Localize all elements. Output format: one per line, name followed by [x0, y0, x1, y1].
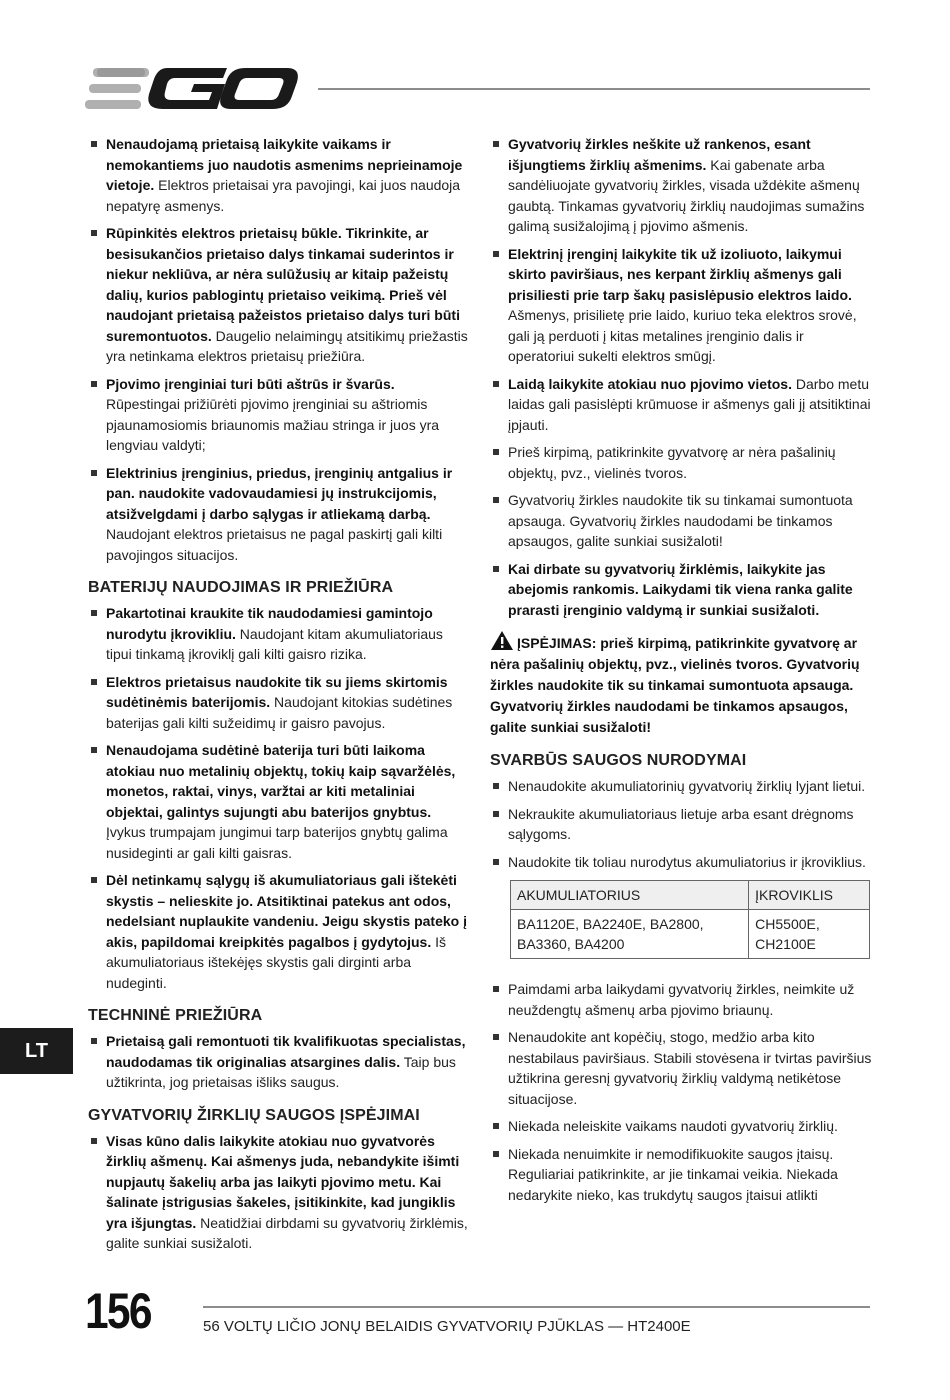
left-column — [88, 134, 468, 1261]
list-item: Niekada nenuimkite ir nemodifikuokite saugos įtaisų. Reguliariai patikrinkite, ar jie tinkamai veikia. Niekada nedarykite nieko, kas trukdytų saugos įtaisui atlikti — [490, 1144, 872, 1206]
table-header-cell: AKUMULIATORIUS — [511, 881, 749, 910]
list-item: Laidą laikykite atokiau nuo pjovimo vietos. Darbo metu laidas gali pasislėpti krūmuose ir ašmenys gali jį atsitiktinai įpjauti. — [490, 374, 872, 436]
list-item: Nenaudojamą prietaisą laikykite vaikams ir nemokantiems juo naudotis asmenims neprieinamoje vietoje. Elektros prietaisai yra pavojingi, kai juos naudoja nepatyrę asmenys. — [88, 134, 468, 216]
list-item: Pjovimo įrenginiai turi būti aštrūs ir švarūs. Rūpestingai prižiūrėti pjovimo įrenginiai su aštriomis pjaunamosiomis briaunomis mažiau stringa ir juos yra lengviau valdyti; — [88, 374, 468, 456]
list-item: Visas kūno dalis laikykite atokiau nuo gyvatvorės žirklių ašmenų. Kai ašmenys juda, nebandykite išimti nupjautų šakelių arba jas laikyti pjovimo metu. Kai šalinate įstrigusias šakeles, įsitikinkite, kad jungiklis yra išjungtas. Neatidžiai dirbdami su gyvatvorių žirklėmis, galite sunkiai susižaloti. — [88, 1131, 468, 1254]
battery-charger-table — [510, 880, 870, 959]
table-cell: CH5500E, CH2100E — [749, 910, 870, 959]
section-title-hedge: GYVATVORIŲ ŽIRKLIŲ SAUGOS ĮSPĖJIMAI — [88, 1106, 420, 1124]
section-title-service: TECHNINĖ PRIEŽIŪRA — [88, 1007, 263, 1024]
list-item: Rūpinkitės elektros prietaisų būkle. Tikrinkite, ar besisukančios prietaiso dalys tinkamai suderintos ir niekur nekliūva, ar nėra sulūžusių ar kitaip pažeistų dalių, kurios pablogintų prietaiso veikimą. Prieš vėl naudojant prietaisą pažeistos prietaiso dalys turi būti suremontuotos. Daugelio nelaimingų atsitikimų priežastis yra netinkama elektros prietaisų priežiūra. — [88, 223, 468, 367]
list-item: Elektrinį įrenginį laikykite tik už izoliuoto, laikymui skirto paviršiaus, nes kerpant žirklių ašmenys gali prisiliesti prie tarp šakų pasislėpusio elektros laido. Ašmenys, prisilietę prie laido, kuriuo teka elektros srovė, gali ją perduoti į kitas metalines įrenginio dalis ir operatoriui sukelti elektros smūgį. — [490, 244, 872, 367]
page-number: 156 — [85, 1283, 151, 1339]
list-item: Elektros prietaisus naudokite tik su jiems skirtomis sudėtinėmis baterijomis. Naudojant kitokias sudėtines baterijas gali kilti sužeidimų ir gaisro pavojus. — [88, 672, 468, 734]
warning-block — [490, 630, 872, 738]
list-item: Gyvatvorių žirkles neškite už rankenos, esant išjungtiems žirklių ašmenims. Kai gabenate arba sandėliuojate gyvatvorių žirkles, visada uždėkite ašmenų gaubtą. Tinkamas gyvatvorių žirklių naudojimas sumažins galimą susižalojimą į pjovimo ašmenis. — [490, 134, 872, 237]
right-column — [490, 134, 872, 1212]
list-item: Prietaisą gali remontuoti tik kvalifikuotas specialistas, naudodamas tik originalias atsargines dalis. Taip bus užtikrinta, jog prietaisas išliks saugus. — [88, 1031, 468, 1093]
table-header-cell: ĮKROVIKLIS — [749, 881, 870, 910]
list-item: Prieš kirpimą, patikrinkite gyvatvorę ar nėra pašalinių objektų, pvz., vielinės tvoros. — [490, 442, 872, 483]
section-title-battery: BATERIJŲ NAUDOJIMAS IR PRIEŽIŪRA — [88, 579, 394, 596]
list-item: Elektrinius įrenginius, priedus, įrenginių antgalius ir pan. naudokite vadovaudamiesi jų instrukcijomis, atsižvelgdami į darbo sąlygas ir atliekamą darbą. Naudojant elektros prietaisus ne pagal paskirtį gali kilti pavojingos situacijos. — [88, 463, 468, 566]
warning-icon — [490, 630, 514, 651]
list-item: Nekraukite akumuliatoriaus lietuje arba esant drėgnoms sąlygoms. — [490, 804, 872, 845]
list-item: Kai dirbate su gyvatvorių žirklėmis, laikykite jas abejomis rankomis. Laikydami tik viena ranka galite prarasti įrenginio valdymą ir sunkiai susižaloti. — [490, 559, 872, 621]
table-cell: BA1120E, BA2240E, BA2800, BA3360, BA4200 — [511, 910, 749, 959]
ego-logo — [85, 64, 300, 112]
list-item: Nenaudojama sudėtinė baterija turi būti laikoma atokiau nuo metalinių objektų, tokių kaip sąvaržėlės, monetos, raktai, vinys, varžtai ar kiti metaliniai objektai, galintys sujungti abu baterijos gnybtus. Įvykus trumpajam jungimui tarp baterijos gnybtų galima nusideginti ar gali kilti gaisras. — [88, 740, 468, 863]
list-item: Dėl netinkamų sąlygų iš akumuliatoriaus gali ištekėti skystis – nelieskite jo. Atsitiktinai patekus ant odos, nedelsiant nuplaukite vandeniu. Jeigu skystis pateko į akis, papildomai kreipkitės pagalbos į gydytojus. Iš akumuliatoriaus ištekėjęs skystis gali dirginti arba nudeginti. — [88, 870, 468, 993]
list-item: Nenaudokite akumuliatorinių gyvatvorių žirklių lyjant lietui. — [490, 776, 872, 797]
list-item: Naudokite tik toliau nurodytus akumuliatorius ir įkroviklius. — [490, 852, 872, 873]
footer-rule — [203, 1306, 870, 1308]
warning-text: ĮSPĖJIMAS: prieš kirpimą, patikrinkite gyvatvorę ar nėra pašalinių objektų, pvz., vielinės tvoros. Gyvatvorių žirkles naudokite tik su tinkamai sumontuota apsauga. Gyvatvorių žirkles naudodami be tinkamos apsaugos, galite sunkiai susižaloti! — [490, 635, 860, 735]
list-item: Nenaudokite ant kopėčių, stogo, medžio arba kito nestabilaus paviršiaus. Stabili stovėsena ir tvirtas paviršius užtikrina geresnį gyvatvorių žirklių valdymą netikėtose situacijose. — [490, 1027, 872, 1109]
footer-title: 56 VOLTŲ LIČIO JONŲ BELAIDIS GYVATVORIŲ PJŪKLAS — HT2400E — [203, 1318, 691, 1335]
table-header-row — [511, 881, 870, 910]
language-tab: LT — [0, 1028, 73, 1074]
list-item: Gyvatvorių žirkles naudokite tik su tinkamai sumontuota apsauga. Gyvatvorių žirkles naudodami be tinkamos apsaugos, galite sunkiai susižaloti! — [490, 490, 872, 552]
table-row — [511, 910, 870, 959]
section-title-important: SVARBŪS SAUGOS NURODYMAI — [490, 752, 747, 769]
header-rule — [318, 88, 870, 90]
list-item: Pakartotinai kraukite tik naudodamiesi gamintojo nurodytu įkrovikliu. Naudojant kitam akumuliatoriaus tipui tinkamą įkroviklį gali kilti gaisro rizika. — [88, 603, 468, 665]
list-item: Niekada neleiskite vaikams naudoti gyvatvorių žirklių. — [490, 1116, 872, 1137]
list-item: Paimdami arba laikydami gyvatvorių žirkles, neimkite už neuždengtų ašmenų arba pjovimo briaunų. — [490, 979, 872, 1020]
